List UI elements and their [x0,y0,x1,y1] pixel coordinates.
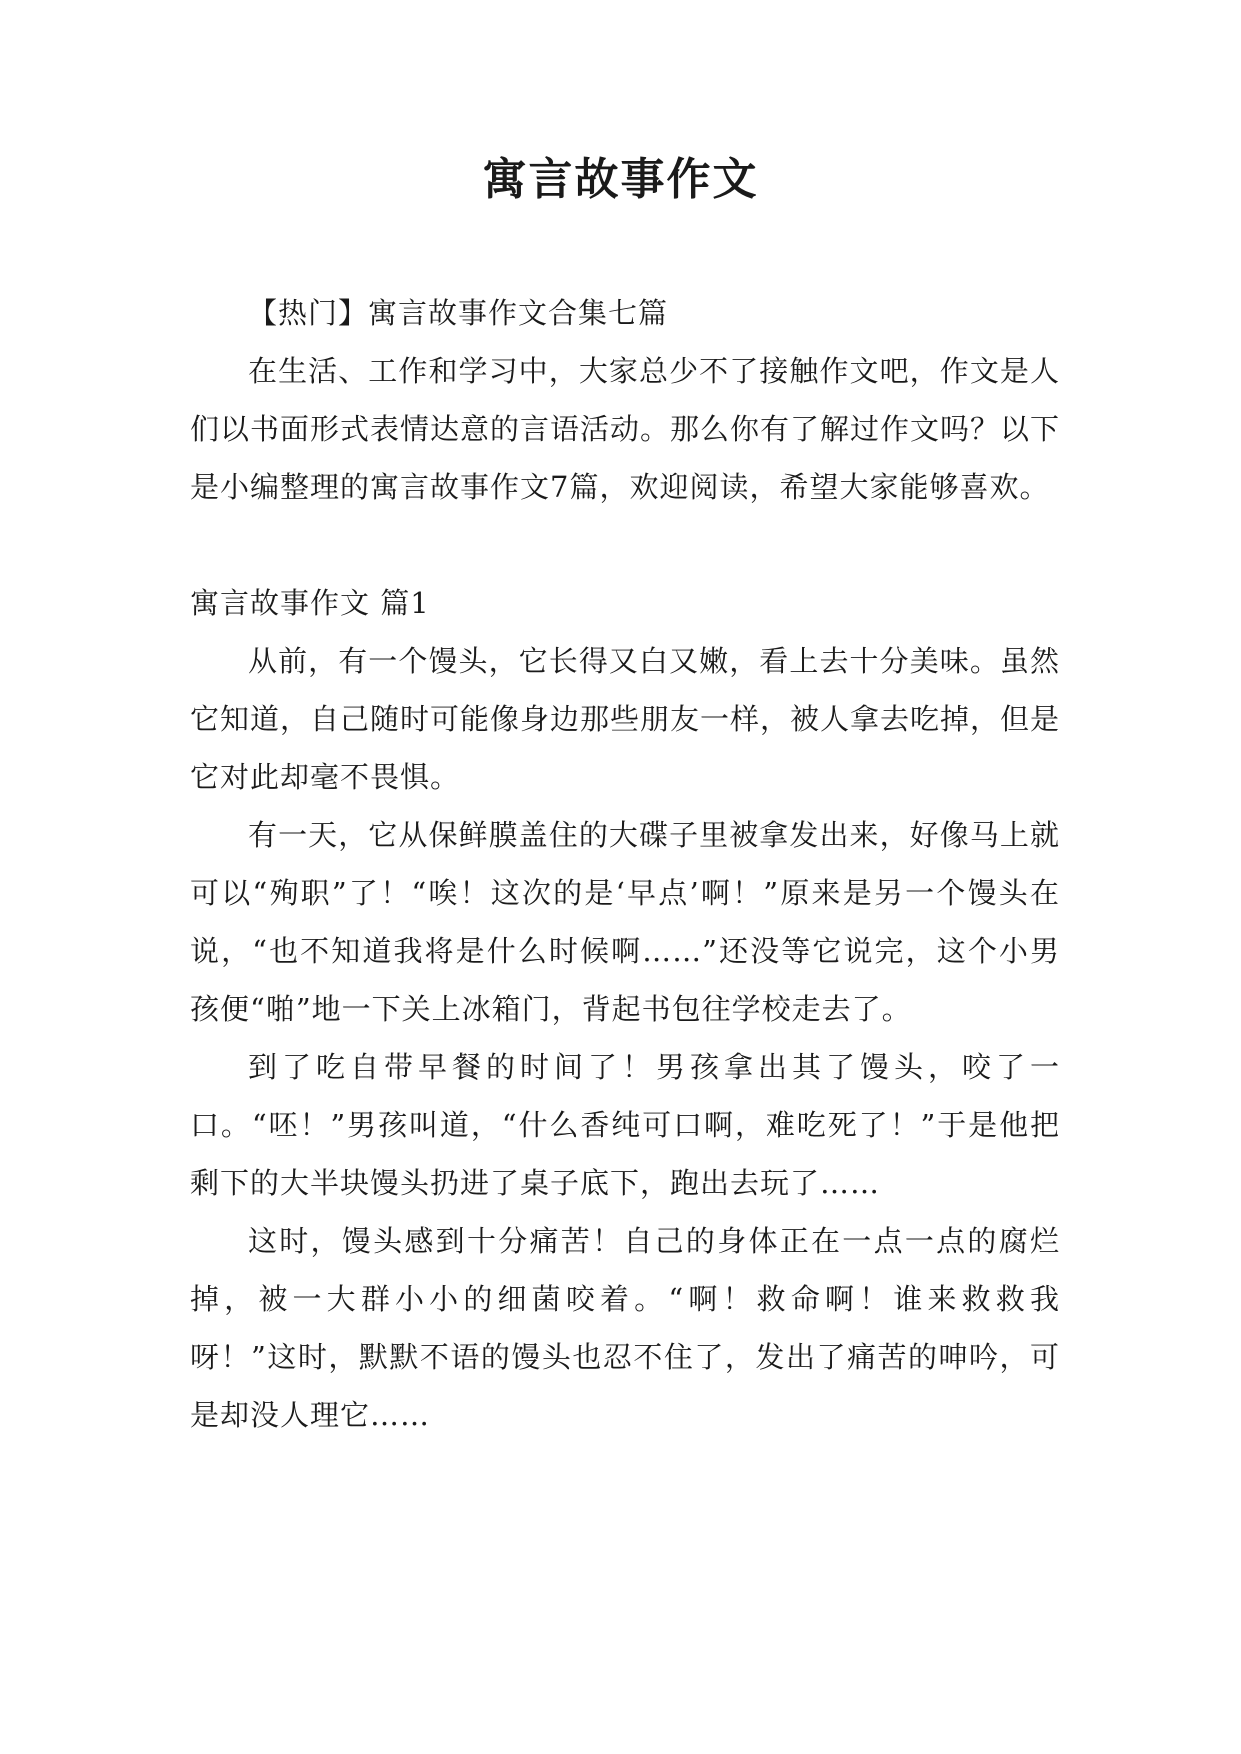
intro-line: 【热门】寓言故事作文合集七篇 [248,296,669,330]
page-title: 寓言故事作文 [482,154,759,205]
section-paragraph: 这时，馒头感到十分痛苦！自己的身体正在一点一点的腐烂掉，被一大群小小的细菌咬着。“啊！救命啊！谁来救救我呀！”这时，默默不语的馒头也忍不住了，发出了痛苦的呻吟，可是却没人理它…… [190,1224,1060,1432]
document-body [190,284,1060,1444]
section-paragraph: 从前，有一个馒头，它长得又白又嫩，看上去十分美味。虽然它知道，自己随时可能像身边那些朋友一样，被人拿去吃掉，但是它对此却毫不畏惧。 [190,644,1061,794]
section-paragraph: 到了吃自带早餐的时间了！男孩拿出其了馒头，咬了一口。“呸！”男孩叫道，“什么香纯可口啊，难吃死了！”于是他把剩下的大半块馒头扔进了桌子底下，跑出去玩了…… [190,1050,1060,1200]
section-paragraph: 有一天，它从保鲜膜盖住的大碟子里被拿发出来，好像马上就可以“殉职”了！“唉！这次的是‘早点’啊！”原来是另一个馒头在说，“也不知道我将是什么时候啊……”还没等它说完，这个小男孩便“啪”地一下关上冰箱门，背起书包往学校走去了。 [190,818,1060,1026]
intro-paragraph: 在生活、工作和学习中，大家总少不了接触作文吧，作文是人们以书面形式表情达意的言语活动。那么你有了解过作文吗？以下是小编整理的寓言故事作文7篇，欢迎阅读，希望大家能够喜欢。 [190,354,1061,504]
section-heading: 寓言故事作文 篇1 [190,586,430,620]
